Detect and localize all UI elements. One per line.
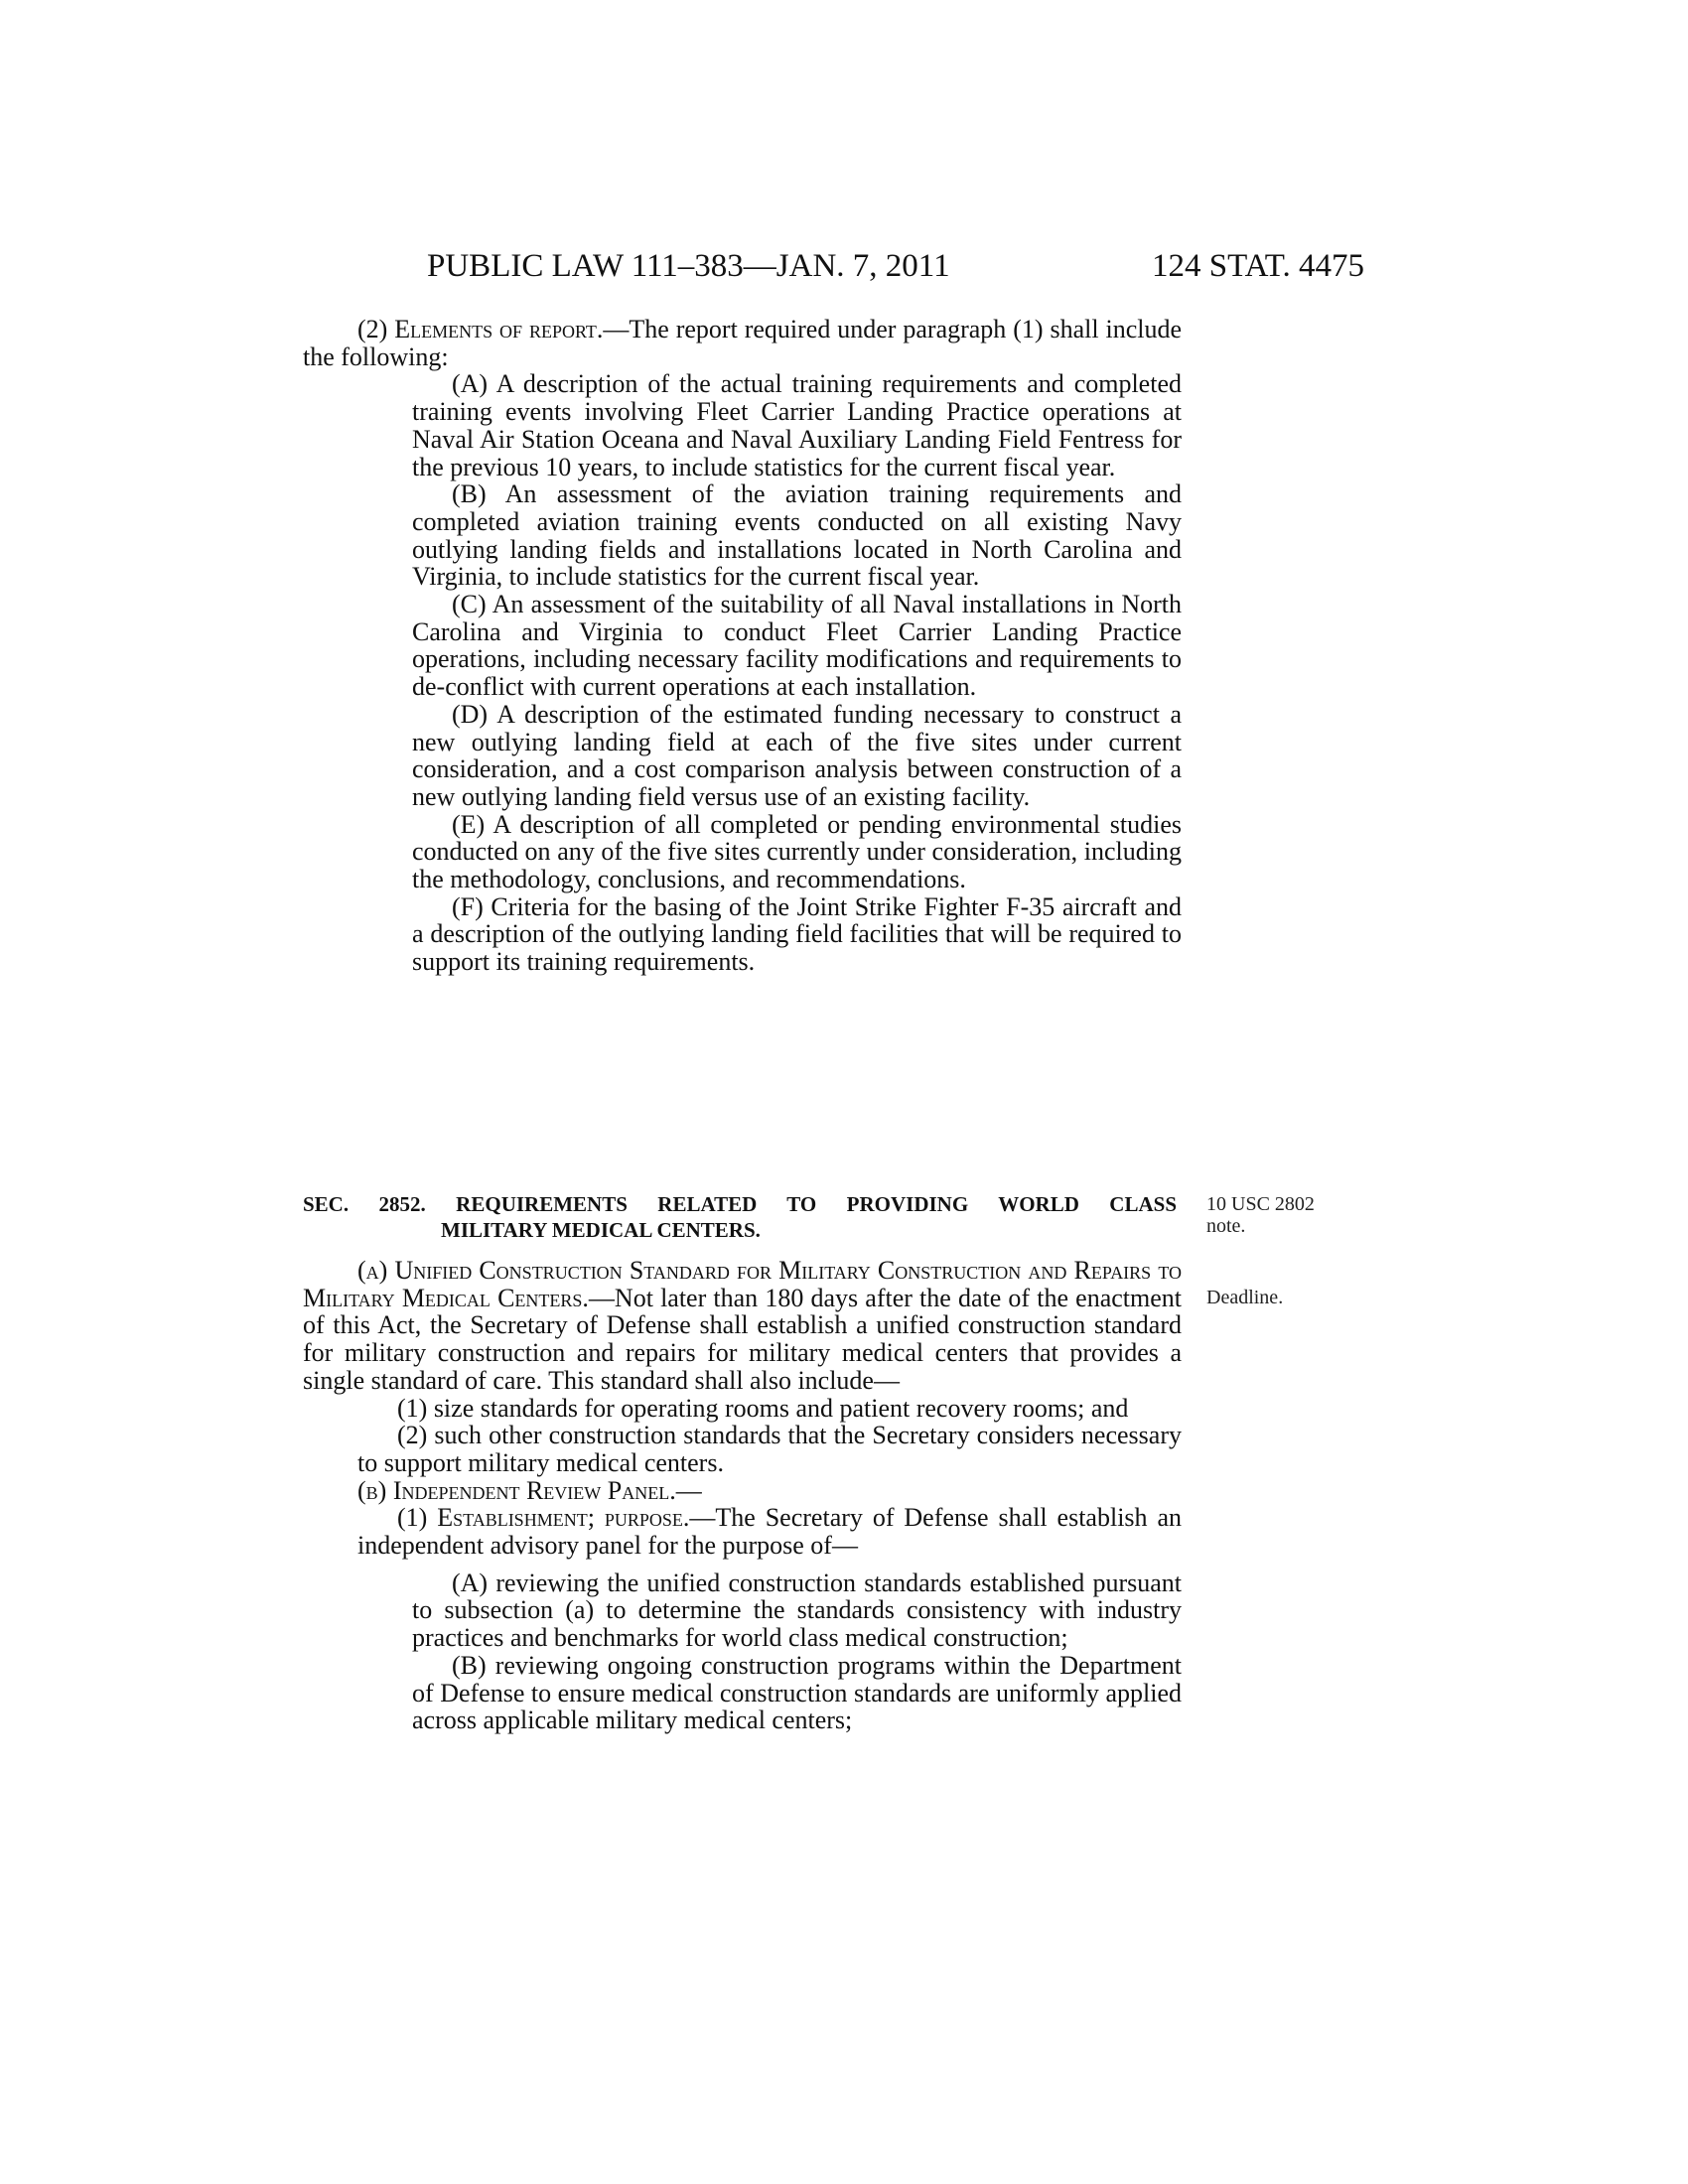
report-item-c: (C) An assessment of the suitability of all Naval installations in North Carolina and Virginia to conduct Fleet Carrier Landing Practice operations, including necessary facility modifications and requirements to de-conflict with current operations at each installation. <box>412 590 1182 702</box>
subsection-b1-text: —The Secretary of Defense shall establish an independent advisory panel for the purpose of— <box>357 1503 1182 1561</box>
subsection-b1-item-a: (A) reviewing the unified construction standards established pursuant to subsection (a) to determine the standards consistency with industry practices and benchmarks for world class medical construction; <box>412 1568 1182 1653</box>
subsection-a-item-2: (2) such other construction standards that the Secretary considers necessary to support military medical centers. <box>357 1421 1182 1477</box>
usc-margin-note-line2: note. <box>1206 1215 1246 1237</box>
report-item-f: (F) Criteria for the basing of the Joint Strike Fighter F-35 aircraft and a description of the outlying landing field facilities that will be required to support its training requirements. <box>412 891 1182 977</box>
subsection-b1-caption: (1) Establishment; purpose. <box>397 1503 690 1533</box>
report-item-a: (A) A description of the actual training requirements and completed training events involving Fleet Carrier Landing Practice operations at Naval Air Station Oceana and Naval Auxiliary Landing Field Fentress for the previous 10 years, to include statistics for the current fiscal year. <box>412 369 1182 481</box>
page-header-title: PUBLIC LAW 111–383—JAN. 7, 2011 <box>427 248 950 284</box>
subsection-a-caption: (a) Unified Construction Standard for Military Construction and Repairs to Military Medical Centers. <box>303 1256 1182 1312</box>
section-2852-body <box>303 1257 1182 1734</box>
subsection-a-item-1: (1) size standards for operating rooms and patient recovery rooms; and <box>397 1393 1129 1423</box>
section-heading-line2: MILITARY MEDICAL CENTERS. <box>441 1218 761 1242</box>
elements-of-report-paragraph <box>303 316 1182 370</box>
elements-caption: (2) Elements of report. <box>357 315 604 343</box>
subsection-a-paragraph <box>303 1257 1182 1395</box>
subsection-b1-item-b: (B) reviewing ongoing construction programs within the Department of Defense to ensure medical construction standards are uniformly applied across applicable military medical centers; <box>412 1650 1182 1735</box>
subsection-a-text: —Not later than 180 days after the date of the enactment of this Act, the Secretary of Defense shall establish a unified construction standard for military construction and repairs for military medical centers that provides a single standard of care. This standard shall also include— <box>303 1283 1182 1395</box>
subsection-b-caption: (b) Independent Review Panel. <box>357 1475 676 1505</box>
report-item-b: (B) An assessment of the aviation training requirements and completed aviation training events conducted on all existing Navy outlying landing fields and installations located in North Carolina and Virginia, to include statistics for the current fiscal year. <box>412 479 1182 592</box>
report-item-e: (E) A description of all completed or pending environmental studies conducted on any of the five sites currently under consideration, including the methodology, conclusions, and recommendations. <box>412 809 1182 894</box>
subsection-b-heading <box>303 1477 1182 1505</box>
usc-margin-note-line1: 10 USC 2802 <box>1206 1193 1315 1215</box>
section-heading <box>303 1191 1177 1243</box>
subsection-b1-paragraph <box>357 1504 1182 1559</box>
deadline-margin-note: Deadline. <box>1206 1287 1284 1308</box>
elements-text: —The report required under paragraph (1) shall include the following: <box>303 315 1182 371</box>
report-item-d: (D) A description of the estimated funding necessary to construct a new outlying landing field at each of the five sites under current consideration, and a cost comparison analysis between construction of a new outlying landing field versus use of an existing facility. <box>412 699 1182 811</box>
subsection-b-dash: — <box>675 1475 702 1505</box>
report-elements-block <box>303 316 1182 976</box>
section-heading-line1: SEC. 2852. REQUIREMENTS RELATED TO PROVIDING WORLD CLASS <box>303 1192 1177 1216</box>
page-header-stat: 124 STAT. 4475 <box>1152 248 1365 284</box>
usc-margin-note <box>1206 1193 1315 1237</box>
